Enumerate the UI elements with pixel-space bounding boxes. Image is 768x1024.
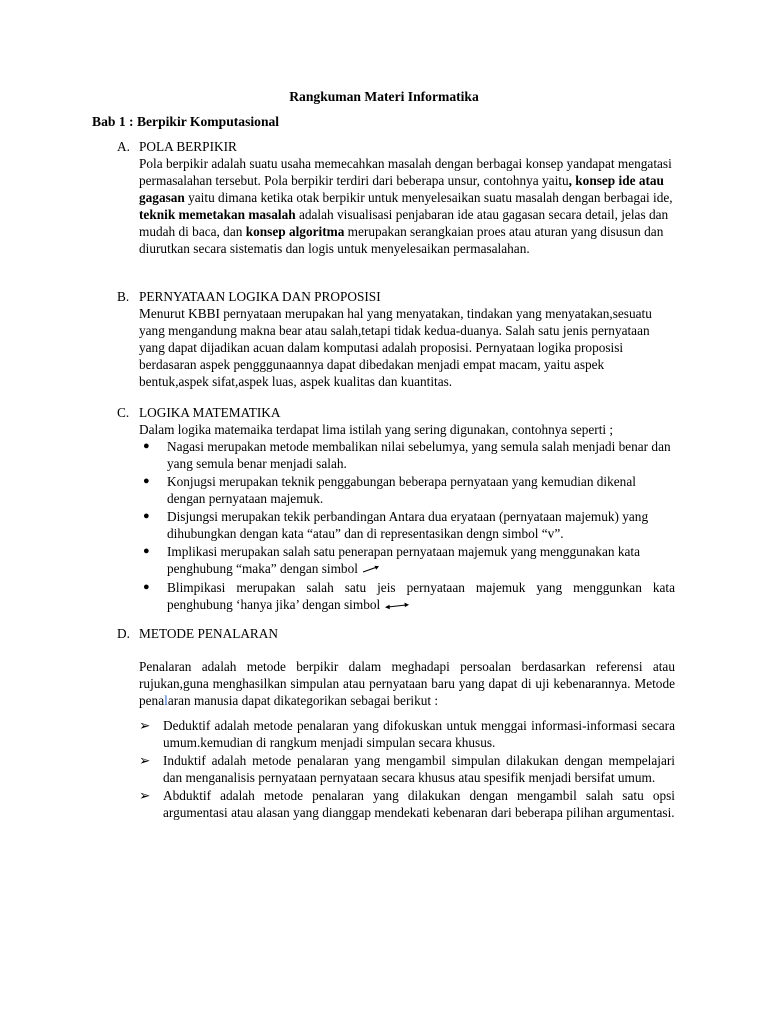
list-item-text-wrap [167,579,675,614]
section-d [117,625,675,822]
section-d-header [117,625,675,642]
arrow-bullet-icon: ➢ [139,788,151,803]
list-item [139,579,675,614]
biimplication-arrow-icon [384,598,410,615]
section-d-intro-1: Penalaran adalah metode berpikir dalam meghadapi persoalan berdasarkan referensi atau rujukan,guna menghasilkan simpulan atau pernyataan baru yang dapat di uji kebenarannya. Metode pena [139,659,675,708]
section-c [117,404,675,616]
section-b-paragraph: Menurut KBBI pernyataan merupakan hal yang menyatakan, tindakan yang menyatakan,sesuatu yang mengandung makna bear atau salah,tetapi tidak kedua-duanya. Salah satu jenis pernyataan yang dapat dijadikan acuan dalam komputasi adalah proposisi. Pernyataan logika proposisi berdasaran aspek pengggunaannya dapat dibedakan menjadi empat macam, yaitu aspek bentuk,aspek sifat,aspek luas, aspek kualitas dan kuantitas. [139,306,652,389]
section-a-body [139,155,675,257]
list-item-text-wrap [167,543,675,578]
section-c-intro: Dalam logika matemaika terdapat lima istilah yang sering digunakan, contohnya seperti ; [139,422,614,437]
list-item-text: Deduktif adalah metode penalaran yang difokuskan untuk menggai informasi-informasi secara umum.kemudian di rangkum menjadi simpulan secara khusus. [163,718,675,750]
list-item-text: Disjungsi merupakan tekik perbandingan Antara dua eryataan (pernyataan majemuk) yang dihubungkan dengan kata “atau” dan di representasikan dengn simbol “v”. [167,509,649,541]
section-d-body [139,658,675,821]
section-c-heading: LOGIKA MATEMATIKA [139,405,281,420]
section-a-text-2: yaitu dimana ketika otak berpikir untuk menyelesaikan suatu masalah dengan berbagai ide, [184,190,673,205]
section-c-list [139,438,675,615]
section-d-list [139,717,675,821]
section-a-text-3: adalah visualisasi penjabaran ide atau gagasan secara detail, jelas dan mudah di baca, dan [139,207,669,239]
bullet-icon: ● [143,545,150,557]
section-b-letter: B. [117,289,130,304]
section-b-header [117,288,675,305]
section-a-text-4: merupakan serangkaian proes atau aturan yang disusun dan diurutkan secara sistematis dan logis untuk menyelesaikan permasalahan. [139,224,664,256]
bullet-icon: ● [143,581,150,594]
section-a [117,138,675,257]
section-a-comma: , [568,173,572,188]
section-c-body [139,421,675,615]
section-a-bold-2: teknik memetakan masalah [139,207,296,222]
bullet-icon: ● [143,510,150,522]
arrow-bullet-icon: ➢ [139,718,151,733]
list-item [139,752,675,786]
list-item-text: Konjugsi merupakan teknik penggabungan beberapa pernyataan yang kemudian dikenal dengan pernyataan majemuk. [167,474,636,506]
section-d-intro-2: aran manusia dapat dikategorikan sebagai berikut : [167,693,439,708]
section-c-header [117,404,675,421]
list-item-text: Abduktif adalah metode penalaran yang dilakukan dengan mengambil salah satu opsi argumentasi atau alasan yang dianggap mendekati kebenaran dari beberapa pilihan argumentasi. [163,788,675,820]
list-item [139,473,675,507]
list-item-text: Nagasi merupakan metode membalikan nilai sebelumya, yang semula salah menjadi benar dan yang semula benar menjadi salah. [167,439,671,471]
section-b [117,288,675,390]
section-b-body [139,305,675,390]
section-a-heading: POLA BERPIKIR [139,139,237,154]
list-item [139,717,675,751]
biimplication-text: Blimpikasi merupakan salah satu jeis pernyataan majemuk yang menggunkan kata penghubung ‘hanya jika’ dengan simbol [167,580,675,613]
section-a-bold-3: konsep algoritma [245,224,345,239]
list-item [139,438,675,472]
chapter-heading: Bab 1 : Berpikir Komputasional [92,114,280,129]
section-a-bold-1: konsep ide atau gagasan [139,173,664,205]
list-item-text: Induktif adalah metode penalaran yang mengambil simpulan dilakukan dengan mempelajari dan menganalisis pernyataan pernyataan secara khusus atau spesifik menjadi bersifat umum. [163,753,675,785]
section-c-letter: C. [117,405,130,420]
implication-arrow-icon [362,561,380,578]
document-title: Rangkuman Materi Informatika [289,89,479,104]
list-item [139,508,675,542]
section-d-intro-dot: l [164,693,168,708]
section-a-header [117,138,675,155]
list-item [139,543,675,578]
section-d-heading: METODE PENALARAN [139,626,279,641]
implication-text: Implikasi merupakan salah satu penerapan pernyataan majemuk yang menggunakan kata penghubung “maka” dengan simbol [167,544,640,576]
section-a-paragraph [139,155,675,257]
bullet-icon: ● [143,440,150,452]
section-d-intro [139,658,675,709]
section-d-letter: D. [117,626,130,641]
list-item [139,787,675,821]
bullet-icon: ● [143,475,150,487]
arrow-bullet-icon: ➢ [139,753,151,768]
section-a-letter: A. [117,139,130,154]
section-b-heading: PERNYATAAN LOGIKA DAN PROPOSISI [139,289,381,304]
section-a-text-1: Pola berpikir adalah suatu usaha memecahkan masalah dengan berbagai konsep yandapat mengatasi permasalahan tersebut. Pola berpikir terdiri dari beberapa unsur, contohnya yaitu [139,156,672,188]
